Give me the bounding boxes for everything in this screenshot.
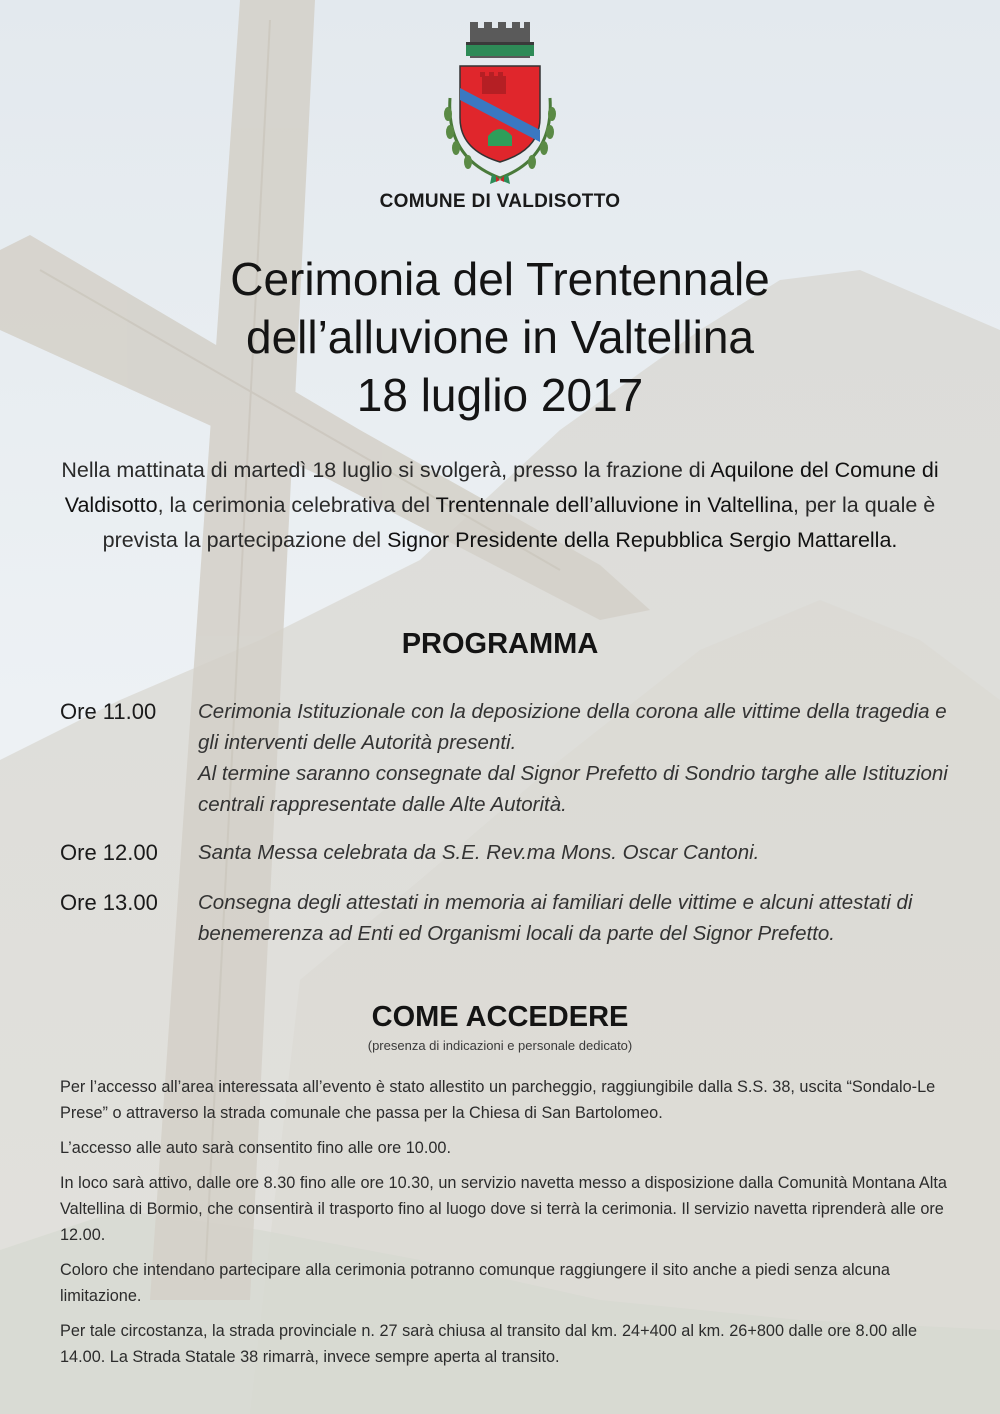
intro-place: Aquilone del Comune di Valdisotto [64, 458, 939, 517]
title-line-2: dell’alluvione in Valtellina [245, 311, 755, 363]
program-time: Ore 12.00 [60, 840, 158, 865]
program-description: Santa Messa celebrata da S.E. Rev.ma Mons. Oscar Cantoni. [198, 841, 760, 864]
municipality-name: COMUNE DI VALDISOTTO [379, 191, 621, 212]
program-description-part: Cerimonia Istituzionale con la deposizione della corona alle vittime della tragedia e gli interventi delle Autorità presenti. [198, 700, 947, 754]
program-time: Ore 13.00 [60, 890, 158, 915]
access-info [60, 1074, 950, 1379]
program-description-part: Al termine saranno consegnate dal Signor Prefetto di Sondrio targhe alle Istituzioni centrali rappresentate dalle Alte Autorità. [198, 762, 948, 816]
program-description [198, 696, 968, 820]
access-paragraph: In loco sarà attivo, dalle ore 8.30 fino alle ore 10.30, un servizio navetta messo a disposizione dalla Comunità Montana Alta Valtellina di Bormio, che consentirà il trasporto fino al luogo dove si terrà la cerimonia. Il servizio navetta riprenderà alle ore 12.00. [60, 1174, 947, 1244]
program-time: Ore 11.00 [60, 699, 157, 724]
intro-text-1: Nella mattinata di martedì 18 luglio si svolgerà, presso la frazione di [61, 458, 711, 482]
access-paragraph: Per l’accesso all’area interessata all’evento è stato allestito un parcheggio, raggiungibile dalla S.S. 38, uscita “Sondalo-Le Prese” o attraverso la strada comunale che passa per la Chiesa di San Bartolomeo. [60, 1078, 936, 1122]
coat-of-arms [436, 18, 564, 188]
access-heading: COME ACCEDERE [371, 1001, 629, 1033]
intro-text-2: , la cerimonia celebrativa del [157, 493, 436, 517]
program-description: Consegna degli attestati in memoria ai familiari delle vittime e alcuni attestati di benemerenza ad Enti ed Organismi locali da parte del Signor Prefetto. [198, 891, 913, 945]
page-title [0, 250, 1000, 424]
intro-paragraph [40, 453, 960, 558]
title-line-3: 18 luglio 2017 [356, 369, 644, 421]
access-paragraph: L’accesso alle auto sarà consentito fino alle ore 10.00. [60, 1139, 452, 1157]
intro-text-3: , per la quale è prevista la partecipazione del [102, 493, 936, 552]
programma-heading: PROGRAMMA [401, 628, 599, 660]
title-line-1: Cerimonia del Trentennale [230, 253, 770, 305]
intro-event: Trentennale dell’alluvione in Valtellina [435, 493, 793, 517]
access-subheading: (presenza di indicazioni e personale dedicato) [367, 1038, 633, 1053]
access-paragraph: Coloro che intendano partecipare alla cerimonia potranno comunque raggiungere il sito anche a piedi senza alcuna limitazione. [60, 1261, 890, 1305]
intro-guest: Signor Presidente della Repubblica Sergio Mattarella. [387, 528, 898, 552]
access-paragraph: Per tale circostanza, la strada provinciale n. 27 sarà chiusa al transito dal km. 24+400 al km. 26+800 dalle ore 8.00 alle 14.00. La Strada Statale 38 rimarrà, invece sempre aperta al transito. [60, 1322, 918, 1366]
